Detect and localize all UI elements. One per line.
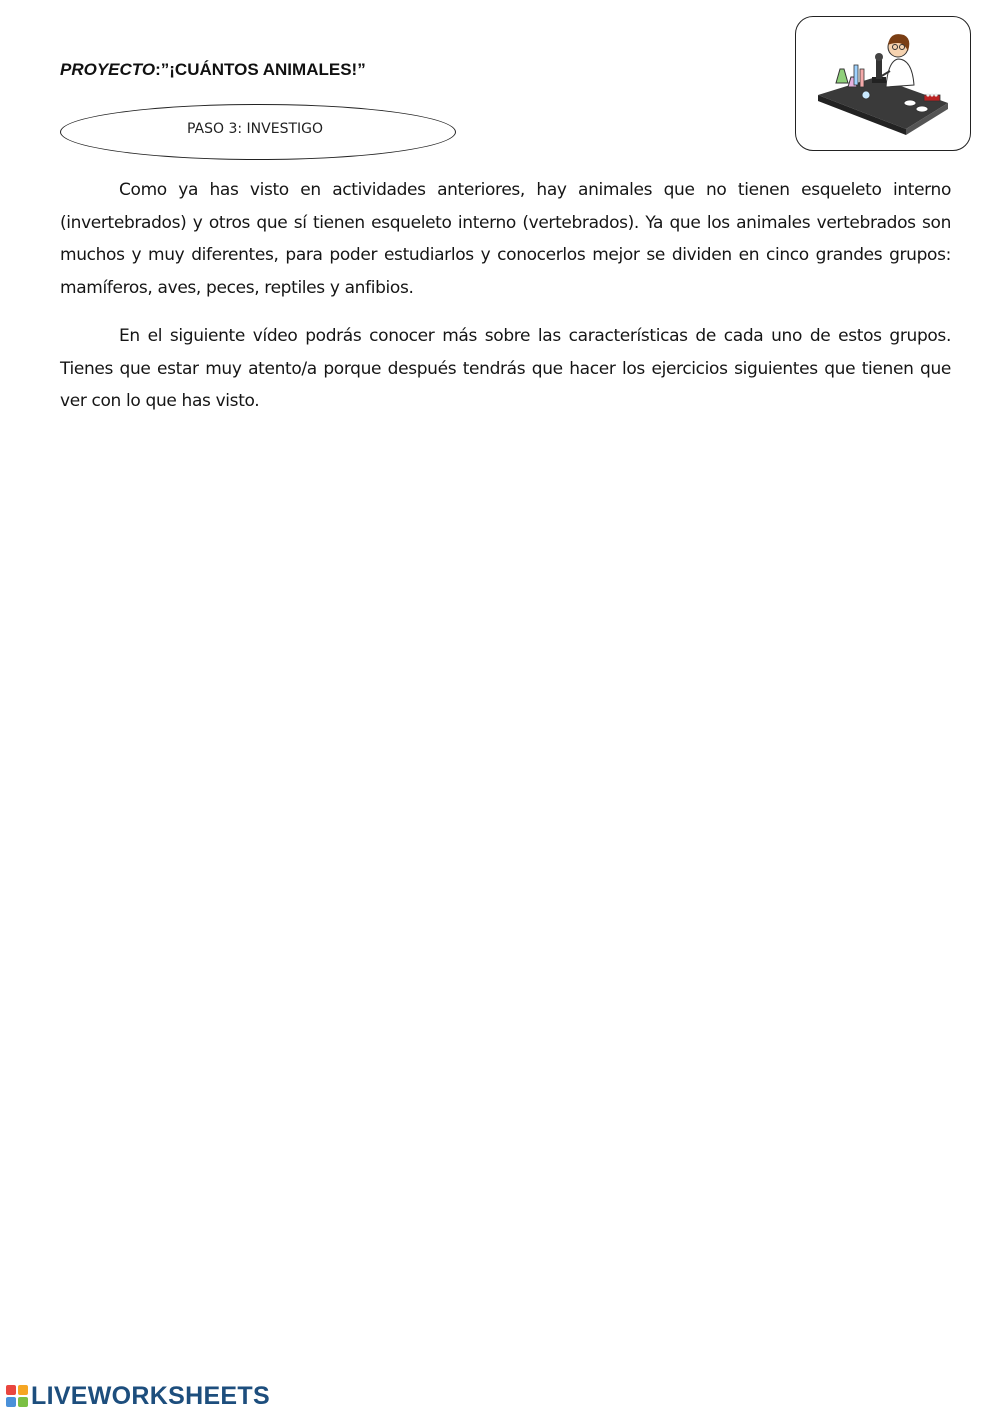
scientist-lab-icon — [806, 25, 960, 143]
step-oval — [60, 104, 456, 160]
title-italic: PROYECTO — [60, 60, 156, 79]
illustration-frame — [795, 16, 971, 151]
page-title — [60, 60, 366, 80]
title-rest: :”¡CUÁNTOS ANIMALES!” — [155, 60, 366, 79]
brand-name: LIVEWORKSHEETS — [31, 1381, 270, 1410]
step-label: PASO 3: INVESTIGO — [187, 121, 324, 137]
liveworksheets-logo-icon — [6, 1385, 28, 1407]
body-paragraph-1: Como ya has visto en actividades anteriores, hay animales que no tienen esqueleto interno (invertebrados) y otros que sí tienen esqueleto interno (vertebrados). Ya que los animales vertebrados son muchos y muy diferentes, para poder estudiarlos y conocerlos mejor se dividen en cinco grandes grupos: mamíferos, aves, peces, reptiles y anfibios. — [60, 180, 951, 298]
footer-brand — [6, 1380, 270, 1412]
body-paragraph-2: En el siguiente vídeo podrás conocer más sobre las características de cada uno de estos grupos. Tienes que estar muy atento/a porque después tendrás que hacer los ejercicios siguientes que tienen que ver con lo que has visto. — [60, 326, 951, 411]
